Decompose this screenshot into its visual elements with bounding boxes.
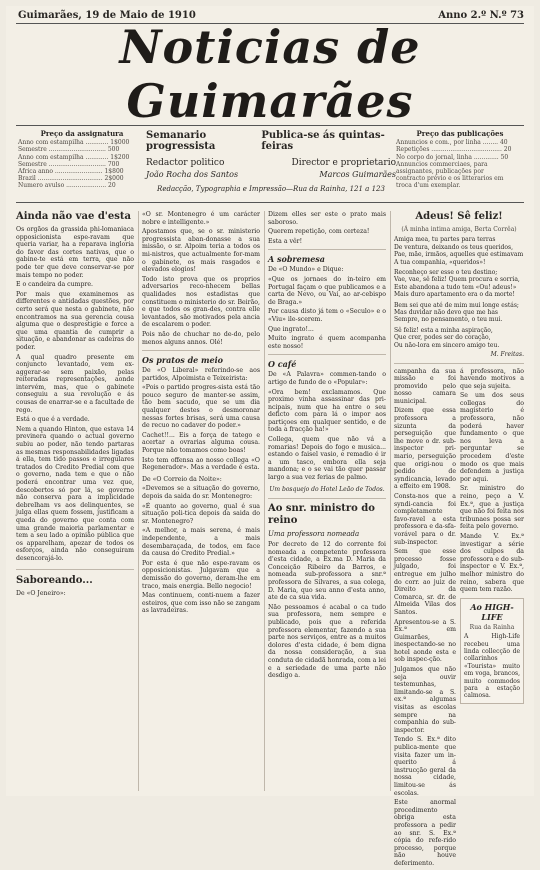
publications-title: Preço das publicações: [416, 129, 504, 138]
subscription-line: Semestre .............................. 700: [18, 160, 120, 168]
paragraph: Não pessoamos é acabal o ca tudo sua professora, nem sempre e publicado, pois que a referida professora elementar, fazendo a sua parte nos serviços, entre as a muitos dolores d'esta cidade, é bem digna da nossa consideração, a sua conduta de cidadã honrada, com a lei e a seriedade de uma parte não desdigo a.: [268, 603, 386, 680]
poem-line: Mais duro apartamento era o da morte!: [394, 291, 515, 299]
caption: Um bosquejo do Hotel Leão de Todos.: [269, 485, 385, 493]
poem-line: Amiga mea, tu partes para terras: [394, 236, 496, 244]
paragraph: «O sr. Montenegro é um carácter nobre e intelligente.»: [142, 211, 260, 226]
column-separator: [264, 211, 265, 791]
poem: [394, 236, 524, 349]
paragraph: á professora, não havendo motivos a que seja sujeita.: [460, 367, 524, 390]
ad-text: A High-Life recebeu uma linda collecção de collarinhos «Tourista» muito em voga, brancos, muito commodos para a estação calmosa.: [464, 633, 520, 700]
paragraph: «Pois o partido progres-sista está tão pouco seguro de manter-se assim, tão bem sacudo, que se um dia qualquer destes o desmoronar nessas fortes brisas, será uma causa de recuo no cadaver do poder.»: [142, 384, 260, 430]
paragraph: Por causa disto já tem o «Seculo» e o «Viu» ile-scerem.: [268, 308, 386, 323]
editor-name: João Rocha dos Santos: [146, 170, 239, 179]
staff-names: [146, 170, 396, 179]
poem-line: Reconheço ser esse o teu destino;: [394, 269, 498, 277]
masthead-subtitles: [146, 130, 396, 152]
paragraph: De «O Correio da Noite»:: [142, 475, 222, 483]
subscription-line: Semestre .............................. 500: [18, 146, 120, 154]
subscription-line: Anno com estampilha ............ 1$200: [18, 153, 130, 161]
address: Redacção, Typographia e Impressão—Rua da Rainha, 121 a 123: [157, 185, 385, 193]
lower-article-col-a: [394, 368, 456, 870]
paragraph: Tendo S. Ex.ª dito publica-mente que visita fazer um in-querito á instrucção geral da nossa cidade, limitou-se ás escolas.: [394, 736, 456, 797]
lower-article-col-b: [460, 368, 524, 870]
column-1: [16, 211, 134, 791]
column-separator: [138, 211, 139, 791]
paragraph: Mande V. Ex.ª investigar a série dos culpos da professora e do sub-inspector e V. Ex.ª, melhor ministro do reino, sabera que quem tem razão.: [460, 532, 524, 594]
staff-labels: [146, 158, 396, 168]
headline-ministro: Ao snr. ministro do reino: [268, 503, 375, 527]
section-praos: [142, 350, 260, 472]
poem-line: Mas duvidar não devo que me has: [394, 309, 499, 317]
issue-number: Anno 2.º N.º 73: [438, 10, 524, 21]
paragraph: De «O Jeneiro»:: [16, 589, 66, 597]
paragraph: Apostamos que, se o sr. ministerio progressista aban-donasse a sua missão, o sr. Alpoim teria a todos os mi-nistros, que actualmente for-mam o gabinete, os mais rasgados e elevados elogios!: [142, 228, 260, 274]
publications-line: Annuncios commerciaes, para: [396, 160, 488, 168]
saboreando-section: [16, 569, 134, 598]
newspaper-page: [6, 6, 534, 867]
headline-saboreando: Saboreando...: [16, 574, 93, 586]
paragraph: Julgamos que não seja ouvir testemunhas, limitando-se a S. ex.ª algumas visitas as escolas sempre na companhia do sub-inspector.: [394, 666, 456, 734]
column-4: [394, 211, 524, 867]
masthead-rule: [16, 125, 524, 126]
paragraph: Por mais que examinemos as differentes e antidadas questões, por certo será que nesta o gabinete, não encontramos na sua gerencia cousa alguma que o desprestigie e force a que uma quantia de cumprir a situação, e abandonar as cadeiras do poder.: [16, 290, 134, 351]
subscription-line: Brazil .................................. 2$000: [18, 175, 124, 183]
paragraph: Sem que esse processo fosse julgado, foi entregue em julho do corr. ao juiz de Direito da Comarca, sr. dr. de Almeida Vilas dos Santos.: [394, 548, 456, 616]
paragraph: De «A Palavra» commen-tando o artigo de fundo de o «Popular»:: [268, 371, 386, 386]
poem-line: Sempre, no pensamento, o teu mui.: [394, 316, 503, 324]
director-name: Marcos Guimarães: [319, 170, 396, 179]
columns-top-rule: [16, 202, 524, 203]
paragraph: Consta-nos que a syndi-cancia foi completamente favo-ravel a esta professora e da-sfa-vorável para o dr. sub-inspector.: [394, 493, 456, 546]
dedication: (Á minha intima amiga, Berta Corrêa): [401, 226, 517, 233]
paragraph: Dizem elles ser este o prato mais saboroso.: [268, 211, 386, 226]
publications-line: Repetições ..................................... 20: [396, 146, 512, 154]
subscription-line: Numero avulso ..................... 20: [18, 182, 116, 190]
paragraph: Isto tem offensa ao nosso collega «O Regenerador». Mas a verdade é esta.: [142, 456, 260, 472]
paragraph: «Devemos se a situação do governo, depois da saida do sr. Montenegro:: [142, 485, 260, 500]
section-correio: [142, 476, 260, 615]
paragraph: Querem repetição, com certeza!: [268, 228, 370, 236]
paragraph: Nem a quando Hinton, que estava 14 previnera quando o actual governo subiu ao poder, não tendo partaras as mesmas responsabilidades ligadas á ella, tem tido passos e irregulares tratados do Credito Predial com que o governo, nada tem e que o não poderá encontrar uma vez que, descobertos só por lá, se governo não conserva para a implicidade debrelham vs aos delinquentes, se julga ellas quem fossem, justificam a queda do governo que conta com uma grande maioria parlamentar e tem a seu lado a opinião pública que os apparelham, apezar de todos os esforços, ainda não conseguiram desencorajá-lo.: [16, 425, 134, 562]
publications-line: contracto prévio e os litterarios em: [396, 175, 504, 183]
paragraph: A qual quadro presente em conjuncto levantado, vem ex-aggerar-se sem paixão, pelas reiteradas representações, aonde intervém, mas, que o gabinete conseguiu a sua revolução e ás cousas de enarrar-se e a facultade de rego.: [16, 353, 134, 414]
ad-headline: Ao HIGH-LIFE: [470, 601, 514, 622]
paragraph: Por decreto de 12 do corrente foi nomeada a competente professora d'esta cidade, a Ex.ma D. Maria da Conceição Ribeiro da Barros, e nomeada sub-professora a snr.ª professora de Silvares, a sua colega, D. Maria, quo seu anno d'esta anno, ate de ca sua vida.: [268, 541, 386, 602]
paragraph: Cachet!!... Eis a força de tatego e acertar a ovrarias alguma cousa. Porque não tomamos como boas!: [142, 431, 260, 455]
poem-line: Vae, vae, sê feliz! Quem procura e sorria,: [394, 276, 520, 284]
signature: M. Freitas.: [490, 351, 524, 359]
paragraph: Sr. ministro do reino, peço a V. Ex.ª, que a justiça que não foi feita nos tribunaes possa ser feita pelo governo.: [460, 485, 524, 531]
section-sobremesa: [268, 249, 386, 350]
poem-line: Bem sei que até de mim mui longe estás;: [394, 301, 519, 309]
paragraph: Collega, quem que não vá a romarias! Depois do fogo e musica... estando o faisel vasio, e remadio é ir a um tasco, embora ella seja mandona; e o se vai tão quer passar largo a sua vez ferias de palmo.: [268, 436, 386, 482]
poem-line: A tua companhia, «queridos»!: [394, 258, 486, 266]
column-3: [268, 211, 386, 791]
paragraph: Está o que é a verdade.: [16, 416, 90, 424]
headline-ainda: Ainda não vae d'esta: [16, 211, 131, 222]
headline-adeus: Adeus! Sê feliz!: [415, 211, 503, 222]
subscription-title: Preço da assignatura: [40, 129, 124, 138]
paragraph: «Que os jornaes do in-teiro em Portugal façam o que publicamos e a carta de Nevo, ou Vai, ao ar-cebispo de Braga.»: [268, 275, 386, 306]
poem-line: Este abandona a tudo tem «Ou! adeus!»: [394, 283, 517, 291]
publications-line: troca d'um exemplar.: [396, 182, 461, 190]
paragraph: De «O Liberal» referindo-se aos partidos, Alpoimista e Teixeirista:: [142, 367, 260, 382]
paragraph: campanha da sua missão e foi promovido pelo nosso camara municipal.: [394, 367, 456, 405]
paragraph: Por esta é que não espe-ravam os opposicionistas. Julgavam que a demissão do governo, deram-lhe em traco, mais energia. Bello negocio!: [142, 559, 260, 590]
paragraph: «A melhor, a mais serena, é mais independente, a mais desembaraçada, de todos, em face da causa do Credito Predial.»: [142, 527, 260, 558]
subscription-line: Anno com estampilha ............ 1$000: [18, 139, 130, 147]
lower-article: [394, 363, 524, 870]
paragraph: Pois não de chuchar no de-do, pelo menos alguns annos. Olé!: [142, 330, 260, 346]
ad-subtitle: Rua da Rainha: [469, 623, 515, 631]
headline-cafe: O café: [268, 359, 297, 370]
director-label: Director e proprietario: [291, 158, 396, 168]
subtitle-left: Semanario progressista: [146, 130, 216, 152]
poem-line: Que crer, podes ser do coração,: [394, 334, 491, 342]
subscription-lines: [18, 139, 146, 189]
subscription-box: [18, 130, 146, 190]
paragraph: Dizem que essa professora a sizunta da perseguição que lhe move o dr. sub-inspector pri-mario, perseguição que origi-nou o pedido de syndicancia, levado a effeito em 1908.: [394, 407, 456, 491]
poem-line: Sê feliz! esta a minha aspiração,: [394, 326, 493, 334]
high-life-ad: [460, 598, 524, 704]
poem-line: De ventura, deixando os teus queridos,: [394, 243, 513, 251]
paragraph: Todo isto prova que os proprios adversarios reco-nhecem bellas qualidades nos estadistas que constituem o ministerio do sr. Beirão, e que todos os gran-des, contra elle levantados, são motivados pela ancia de escalarem o poder.: [142, 275, 260, 329]
paragraph: Este anormal procedimento obriga esta professora a pedir ao snr. S. Ex.ª cópia do refe-rido processo, porque não houve deferimento.: [394, 799, 456, 867]
headline-praos: Os pratos de meio: [142, 355, 223, 366]
paragraph: «É quanto ao governo, qual é sua situação poli-tica depois da saida do sr. Montenegro?: [142, 502, 260, 525]
subtitle-right: Publica-se ás quintas-feiras: [261, 130, 385, 152]
newspaper-title: Noticias de Guimarães: [119, 20, 421, 128]
paragraph: De «O Mundo» e Dique:: [268, 266, 344, 274]
column-separator: [390, 211, 391, 791]
poem-line: Ou não-lora em sincero amigo teu.: [394, 341, 500, 349]
publications-line: assignantes, publicações por: [396, 168, 484, 176]
publications-line: Annuncios e com., por linha ........ 40: [396, 139, 508, 147]
headline-sobremesa: A sobremesa: [268, 254, 325, 265]
paragraph: Os orgãos da grassida phi-lomaniaca opposicionista espe-ravam que queria variar, ha a reparava ingloria do favor das cortes nativas, que o gabine-te está em terra, que não pode ter que deve conservar-se por mais tempo no poder.: [16, 226, 134, 279]
paragraph: Esta a vêr!: [268, 237, 303, 245]
masthead-info: [146, 130, 396, 193]
paragraph: Que ingrato!...: [268, 325, 314, 333]
section-cafe: [268, 354, 386, 481]
paragraph: Apresentou-se a S. Ex.ª em Guimarães, inespectando-se no hotel aonde esta e sob inspec-ção.: [394, 618, 456, 664]
paragraph: E o candeira da cumpre.: [16, 281, 94, 289]
column-2: [142, 211, 260, 791]
publications-box: [396, 130, 524, 190]
publications-lines: [396, 139, 524, 189]
issue-date: Guimarães, 19 de Maio de 1910: [18, 10, 196, 21]
subheadline-ministro: Uma professora nomeada: [268, 530, 360, 539]
paragraph: «Ora bem! exclamamos. Que proximo vinha assassinar das pri-ncipais, num que ha entre o seu deficto com para lá o impor aos partiçoes em qualquer sentido, e de toda a fracção ha!»: [268, 388, 386, 434]
editor-label: Redactor politico: [146, 158, 225, 168]
paragraph: Se um dos seus collegas do magisterio é professora, não poderá haver fundamento o que nos leva a perguntar se procedem d'este modo os que mais defendem a justiça por aqui.: [460, 392, 524, 483]
paragraph: Mas continuem, conti-nuem a fazer esteiros, que com isso não se zangam as lavradeiras.: [142, 592, 260, 615]
publications-line: No corpo do jornal, linha ............. 50: [396, 153, 509, 161]
poem-line: Pae, mãe, irmãos, aquelles que estimavam: [394, 251, 524, 259]
paragraph: Muito ingrato é quem acompanha este nosso!: [268, 335, 386, 350]
subscription-line: Africa anno ......................... 1$800: [18, 168, 124, 176]
section-ministro: [268, 498, 386, 680]
